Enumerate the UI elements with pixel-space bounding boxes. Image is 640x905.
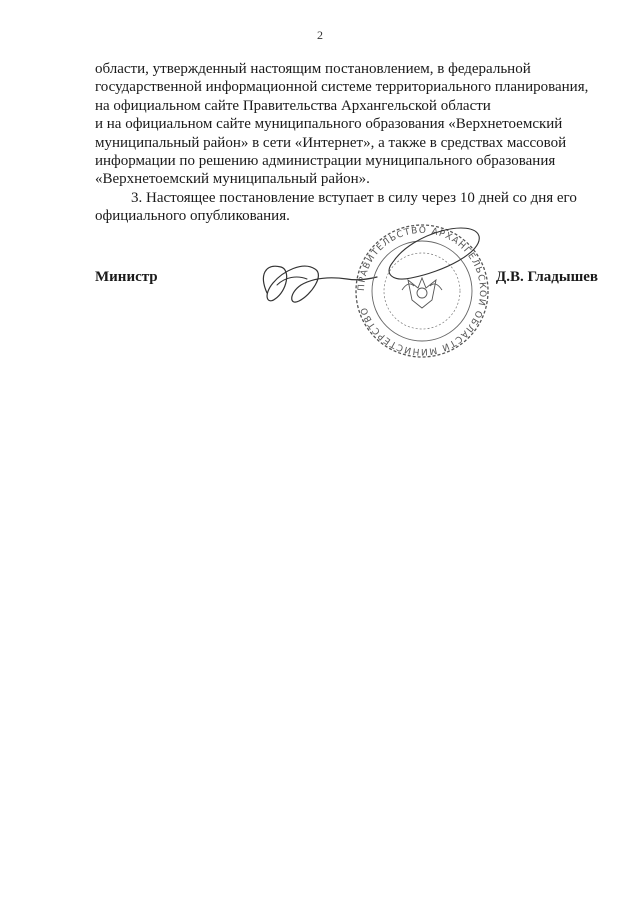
paragraph-line: государственной информационной системе территориального планирования, — [95, 79, 589, 96]
paragraph-line: и на официальном сайте муниципального образования «Верхнетоемский — [95, 116, 563, 133]
paragraph-line: 3. Настоящее постановление вступает в силу через 10 дней со дня его — [131, 189, 577, 206]
signatory-name: Д.В. Гладышев — [495, 269, 598, 285]
document-body — [95, 60, 599, 226]
signatory-title: Министр — [95, 269, 158, 285]
page-number: 2 — [317, 28, 323, 42]
paragraph-line: области, утвержденный настоящим постановлением, в федеральной — [95, 61, 531, 77]
paragraph-line: «Верхнетоемский муниципальный район». — [95, 171, 370, 188]
paragraph-line: муниципальный район» в сети «Интернет», а также в средствах массовой — [95, 134, 567, 151]
paragraph-line: информации по решению администрации муниципального образования — [95, 153, 556, 170]
seal-ring-text: ПРАВИТЕЛЬСТВО АРХАНГЕЛЬСКОЙ ОБЛАСТИ МИНИСТЕРСТВО — [356, 225, 488, 357]
svg-text:ПРАВИТЕЛЬСТВО АРХАНГЕЛЬСКОЙ ОБ — [357, 226, 489, 356]
paragraph-line: на официальном сайте Правительства Архангельской области — [95, 97, 491, 114]
paragraph-line: официального опубликования. — [95, 208, 290, 225]
official-seal — [353, 222, 491, 360]
